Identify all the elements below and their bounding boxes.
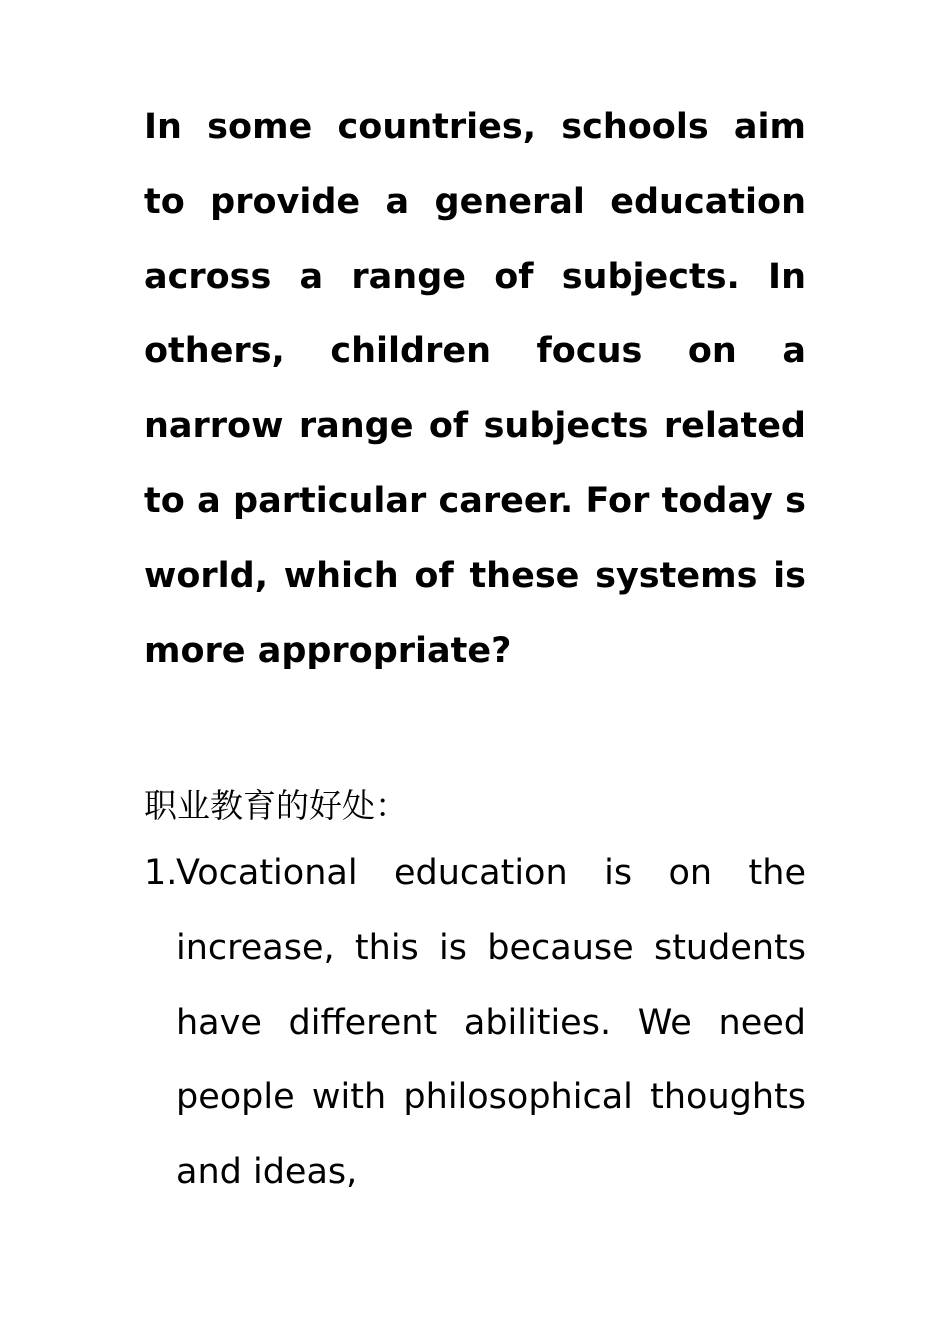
list-item [144, 836, 806, 1210]
essay-question: In some countries, schools aim to provide a general education across a range of subjects. In others, children focus on a narrow range of subjects related to a particular career. For today s world, which of these systems is more appropriate? [144, 107, 806, 671]
list-item-text: Vocational education is on the increase, this is because students have different abilities. We need people with philosophical thoughts and ideas, [176, 853, 806, 1193]
list-item-number: 1. [144, 853, 178, 893]
benefits-heading: 职业教育的好处： [144, 786, 408, 825]
benefits-list [144, 836, 806, 1210]
